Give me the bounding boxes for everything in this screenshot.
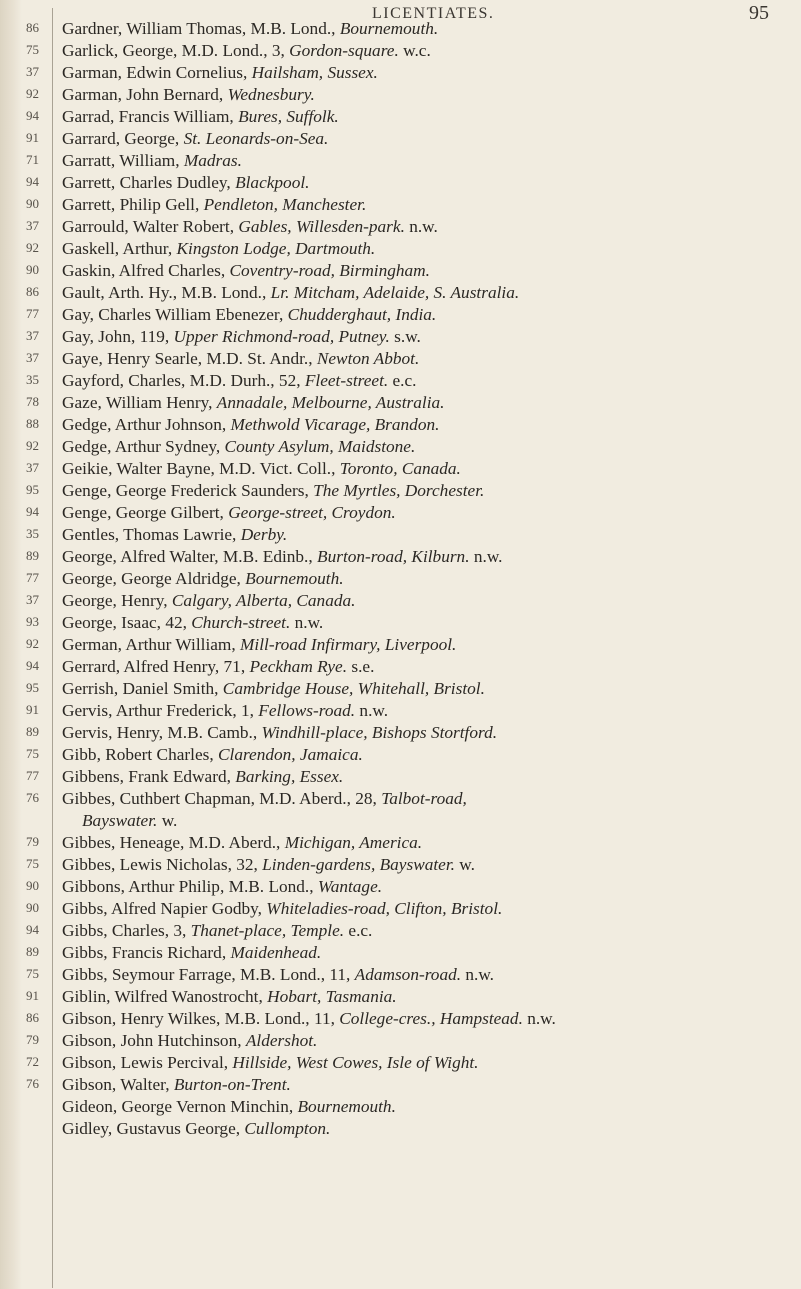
margin-number: 89: [26, 548, 39, 563]
entry-address: Bournemouth.: [245, 569, 344, 588]
entry-name: Gaskell, Arthur,: [62, 239, 177, 258]
page-number: 95: [749, 2, 769, 24]
entry-address: College-cres., Hampstead.: [339, 1009, 523, 1028]
entry-name: Gidley, Gustavus George,: [62, 1119, 245, 1138]
list-item: [62, 920, 372, 942]
entry-name: Gedge, Arthur Sydney,: [62, 437, 225, 456]
entry-address: Upper Richmond-road, Putney.: [173, 327, 390, 346]
margin-number: 35: [26, 526, 39, 541]
list-item: [62, 832, 422, 854]
entry-address: Church-street.: [191, 613, 291, 632]
entry-name: Gentles, Thomas Lawrie,: [62, 525, 241, 544]
list-item: [62, 282, 519, 304]
list-item: [62, 942, 321, 964]
list-item: [62, 304, 436, 326]
entry-address: Toronto, Canada.: [339, 459, 461, 478]
entry-address: Methwold Vicarage, Brandon.: [230, 415, 440, 434]
entry-name: Gaye, Henry Searle, M.D. St. Andr.,: [62, 349, 317, 368]
entry-address: Madras.: [183, 151, 242, 170]
margin-number: 37: [26, 218, 39, 233]
list-item: [62, 1118, 330, 1140]
entry-address: Burton-on-Trent.: [173, 1075, 291, 1094]
margin-number: 76: [26, 1076, 39, 1091]
entry-name: Geikie, Walter Bayne, M.D. Vict. Coll.,: [62, 459, 340, 478]
list-item: [62, 612, 323, 634]
list-item: [62, 898, 502, 920]
entry-address: St. Leonards-on-Sea.: [183, 129, 329, 148]
margin-number: 91: [26, 702, 39, 717]
margin-number: 93: [26, 614, 39, 629]
margin-number: 95: [26, 680, 39, 695]
margin-number: 77: [26, 570, 39, 585]
entry-address: Newton Abbot.: [316, 349, 420, 368]
entry-name: Garman, John Bernard,: [62, 85, 228, 104]
list-item: [62, 370, 417, 392]
margin-number: 90: [26, 878, 39, 893]
margin-number: 77: [26, 768, 39, 783]
entry-name: Gaze, William Henry,: [62, 393, 217, 412]
margin-number: 86: [26, 284, 39, 299]
margin-number: 71: [26, 152, 39, 167]
entry-address: The Myrtles, Dorchester.: [313, 481, 485, 500]
entry-address: Coventry-road, Birmingham.: [229, 261, 430, 280]
list-item: [62, 18, 438, 40]
entry-name: Garratt, William,: [62, 151, 184, 170]
list-item: [62, 678, 485, 700]
margin-number: 37: [26, 328, 39, 343]
entry-address: Cullompton.: [244, 1119, 331, 1138]
list-item: [62, 524, 287, 546]
entry-district: n.w.: [522, 1009, 556, 1028]
entry-address: Windhill-place, Bishops Stortford.: [261, 723, 498, 742]
entry-name: Garrould, Walter Robert,: [62, 217, 239, 236]
entry-address: Thanet-place, Temple.: [190, 921, 345, 940]
entry-name: Gibbons, Arthur Philip, M.B. Lond.,: [62, 877, 318, 896]
entry-address: Whiteladies-road, Clifton, Bristol.: [266, 899, 503, 918]
entry-district: n.w.: [404, 217, 438, 236]
entry-name: Gibbs, Charles, 3,: [62, 921, 191, 940]
margin-number: 86: [26, 20, 39, 35]
entry-address: Hobart, Tasmania.: [267, 987, 397, 1006]
entry-address: Wednesbury.: [227, 85, 315, 104]
entry-address: Barking, Essex.: [235, 767, 344, 786]
margin-rule: [52, 8, 53, 1288]
list-item: [62, 964, 494, 986]
entry-address: Derby.: [240, 525, 288, 544]
list-item: [62, 568, 344, 590]
list-item: [62, 128, 328, 150]
entry-address: Bures, Suffolk.: [238, 107, 339, 126]
margin-number: 94: [26, 504, 39, 519]
margin-number: 77: [26, 306, 39, 321]
list-item: [62, 84, 315, 106]
entry-address: Hillside, West Cowes, Isle of Wight.: [232, 1053, 479, 1072]
margin-number: 91: [26, 130, 39, 145]
entry-address: Bournemouth.: [297, 1097, 396, 1116]
list-item: [62, 502, 396, 524]
entry-name: Gibbs, Francis Richard,: [62, 943, 231, 962]
margin-number: 75: [26, 746, 39, 761]
list-item: [62, 546, 503, 568]
margin-number: 79: [26, 1032, 39, 1047]
entry-district: w.: [454, 855, 475, 874]
list-item: [62, 216, 438, 238]
entry-district: s.w.: [389, 327, 421, 346]
margin-number: 92: [26, 636, 39, 651]
entry-name: Garrett, Philip Gell,: [62, 195, 204, 214]
entry-name: Genge, George Gilbert,: [62, 503, 229, 522]
list-item: [62, 1096, 396, 1118]
entry-name: Gervis, Henry, M.B. Camb.,: [62, 723, 262, 742]
margin-number: 94: [26, 658, 39, 673]
entry-address: Gordon-square.: [289, 41, 399, 60]
entry-address: Cambridge House, Whitehall, Bristol.: [222, 679, 485, 698]
entry-name: Gibbes, Lewis Nicholas, 32,: [62, 855, 263, 874]
entry-district: s.e.: [347, 657, 375, 676]
list-item: [62, 1074, 291, 1096]
margin-number: 75: [26, 856, 39, 871]
margin-number: 88: [26, 416, 39, 431]
entry-address: Burton-road, Kilburn.: [317, 547, 470, 566]
list-item: [62, 986, 397, 1008]
entry-address: Blackpool.: [235, 173, 310, 192]
margin-number: 95: [26, 482, 39, 497]
entry-name: Gideon, George Vernon Minchin,: [62, 1097, 298, 1116]
margin-number: 37: [26, 460, 39, 475]
entry-name: Garrard, George,: [62, 129, 184, 148]
list-item: [62, 458, 461, 480]
list-item: [62, 106, 339, 128]
margin-number: 92: [26, 240, 39, 255]
entry-address: Maidenhead.: [230, 943, 322, 962]
margin-number: 76: [26, 790, 39, 805]
list-item: [62, 260, 430, 282]
entry-name: Gibbens, Frank Edward,: [62, 767, 236, 786]
list-item: [62, 40, 431, 62]
margin-number: 94: [26, 922, 39, 937]
margin-number: 37: [26, 64, 39, 79]
list-item: [62, 766, 343, 788]
list-item: [62, 194, 366, 216]
entry-district: w.: [157, 811, 178, 830]
entry-name: Gibson, John Hutchinson,: [62, 1031, 246, 1050]
entry-address: Michigan, America.: [284, 833, 423, 852]
margin-number: 79: [26, 834, 39, 849]
entry-address: Kingston Lodge, Dartmouth.: [176, 239, 376, 258]
entry-name: George, George Aldridge,: [62, 569, 246, 588]
entry-address: Wantage.: [317, 877, 383, 896]
entry-district: e.c.: [388, 371, 417, 390]
entry-name: Garman, Edwin Cornelius,: [62, 63, 252, 82]
entry-name: Gedge, Arthur Johnson,: [62, 415, 231, 434]
list-item: [62, 700, 388, 722]
list-item: [62, 392, 444, 414]
entry-name: Garrett, Charles Dudley,: [62, 173, 236, 192]
list-item: [62, 326, 421, 348]
list-item: [62, 1008, 556, 1030]
entry-name: George, Henry,: [62, 591, 172, 610]
margin-number: 91: [26, 988, 39, 1003]
list-item: [62, 1030, 317, 1052]
entry-name: Gibb, Robert Charles,: [62, 745, 218, 764]
margin-number: 35: [26, 372, 39, 387]
entry-address: Annadale, Melbourne, Australia.: [216, 393, 445, 412]
entry-name: Gerrish, Daniel Smith,: [62, 679, 223, 698]
margin-number: 94: [26, 108, 39, 123]
entry-address: County Asylum, Maidstone.: [224, 437, 416, 456]
margin-number: 86: [26, 1010, 39, 1025]
list-item: [62, 1052, 479, 1074]
margin-number: 75: [26, 966, 39, 981]
entry-name: Gay, John, 119,: [62, 327, 174, 346]
entry-name: Garrad, Francis William,: [62, 107, 239, 126]
entry-district: e.c.: [344, 921, 373, 940]
margin-number: 75: [26, 42, 39, 57]
entry-district: n.w.: [355, 701, 389, 720]
list-item: [62, 744, 363, 766]
entry-address: George-street, Croydon.: [228, 503, 396, 522]
margin-number: 78: [26, 394, 39, 409]
margin-number: 72: [26, 1054, 39, 1069]
entry-name: Genge, George Frederick Saunders,: [62, 481, 314, 500]
list-item: [62, 854, 475, 876]
margin-number: 90: [26, 196, 39, 211]
entry-name: Gibbes, Cuthbert Chapman, M.D. Aberd., 28,: [62, 789, 382, 808]
entry-name: Gervis, Arthur Frederick, 1,: [62, 701, 259, 720]
entry-address: Gables, Willesden-park.: [238, 217, 405, 236]
list-item: [62, 348, 419, 370]
list-item: [62, 172, 309, 194]
page-title: LICENTIATES.: [372, 5, 495, 22]
entry-address: Hailsham, Sussex.: [251, 63, 378, 82]
entry-address: Clarendon, Jamaica.: [218, 745, 363, 764]
entry-name: George, Isaac, 42,: [62, 613, 192, 632]
list-item: [62, 414, 439, 436]
entry-name: Gault, Arth. Hy., M.B. Lond.,: [62, 283, 271, 302]
margin-number: 37: [26, 592, 39, 607]
entry-address: Calgary, Alberta, Canada.: [171, 591, 356, 610]
entry-address: Talbot-road,: [381, 789, 467, 808]
margin-number: 92: [26, 86, 39, 101]
entry-name: Gayford, Charles, M.D. Durh., 52,: [62, 371, 305, 390]
list-item: [62, 656, 374, 678]
entry-address: Mill-road Infirmary, Liverpool.: [240, 635, 457, 654]
entry-district: w.c.: [398, 41, 431, 60]
margin-number: 92: [26, 438, 39, 453]
entry-address: Bournemouth.: [339, 19, 439, 38]
page-gutter: [0, 0, 22, 1289]
list-item: [62, 238, 375, 260]
entry-address: Linden-gardens, Bayswater.: [262, 855, 455, 874]
entry-district: n.w.: [290, 613, 324, 632]
margin-number: 90: [26, 900, 39, 915]
entry-address: Fellows-road.: [258, 701, 356, 720]
entry-district: n.w.: [461, 965, 495, 984]
entry-name: Gibbes, Heneage, M.D. Aberd.,: [62, 833, 285, 852]
entry-district: n.w.: [469, 547, 503, 566]
list-item: [62, 722, 497, 744]
margin-number: 37: [26, 350, 39, 365]
entry-name: Gibson, Walter,: [62, 1075, 174, 1094]
list-item: [62, 634, 456, 656]
list-item: [62, 62, 378, 84]
entry-name: Gaskin, Alfred Charles,: [62, 261, 230, 280]
margin-number: 89: [26, 944, 39, 959]
margin-number: 89: [26, 724, 39, 739]
entry-name: Gibbs, Seymour Farrage, M.B. Lond., 11,: [62, 965, 355, 984]
entry-name: Gerrard, Alfred Henry, 71,: [62, 657, 250, 676]
entry-name: Gay, Charles William Ebenezer,: [62, 305, 288, 324]
margin-number: 90: [26, 262, 39, 277]
entry-address: Peckham Rye.: [249, 657, 348, 676]
entry-name: German, Arthur William,: [62, 635, 241, 654]
entry-address: Adamson-road.: [354, 965, 462, 984]
entry-name: Gibbs, Alfred Napier Godby,: [62, 899, 267, 918]
list-item: [62, 590, 355, 612]
list-item: [62, 876, 382, 898]
entry-name: Gardner, William Thomas, M.B. Lond.,: [62, 19, 340, 38]
list-item: [62, 788, 467, 832]
entry-address: Lr. Mitcham, Adelaide, S. Australia.: [270, 283, 520, 302]
entry-name: Giblin, Wilfred Wanostrocht,: [62, 987, 268, 1006]
margin-number: 94: [26, 174, 39, 189]
entry-name: Gibson, Henry Wilkes, M.B. Lond., 11,: [62, 1009, 340, 1028]
entry-name: Gibson, Lewis Percival,: [62, 1053, 233, 1072]
entry-name: Garlick, George, M.D. Lond., 3,: [62, 41, 290, 60]
entry-continuation: [62, 810, 467, 832]
entry-address: Fleet-street.: [304, 371, 389, 390]
entry-address-continued: Bayswater.: [82, 811, 158, 830]
entry-name: George, Alfred Walter, M.B. Edinb.,: [62, 547, 318, 566]
entry-address: Aldershot.: [245, 1031, 318, 1050]
entry-address: Pendleton, Manchester.: [203, 195, 367, 214]
list-item: [62, 436, 415, 458]
list-item: [62, 480, 484, 502]
entry-address: Chudderghaut, India.: [287, 305, 437, 324]
list-item: [62, 150, 242, 172]
